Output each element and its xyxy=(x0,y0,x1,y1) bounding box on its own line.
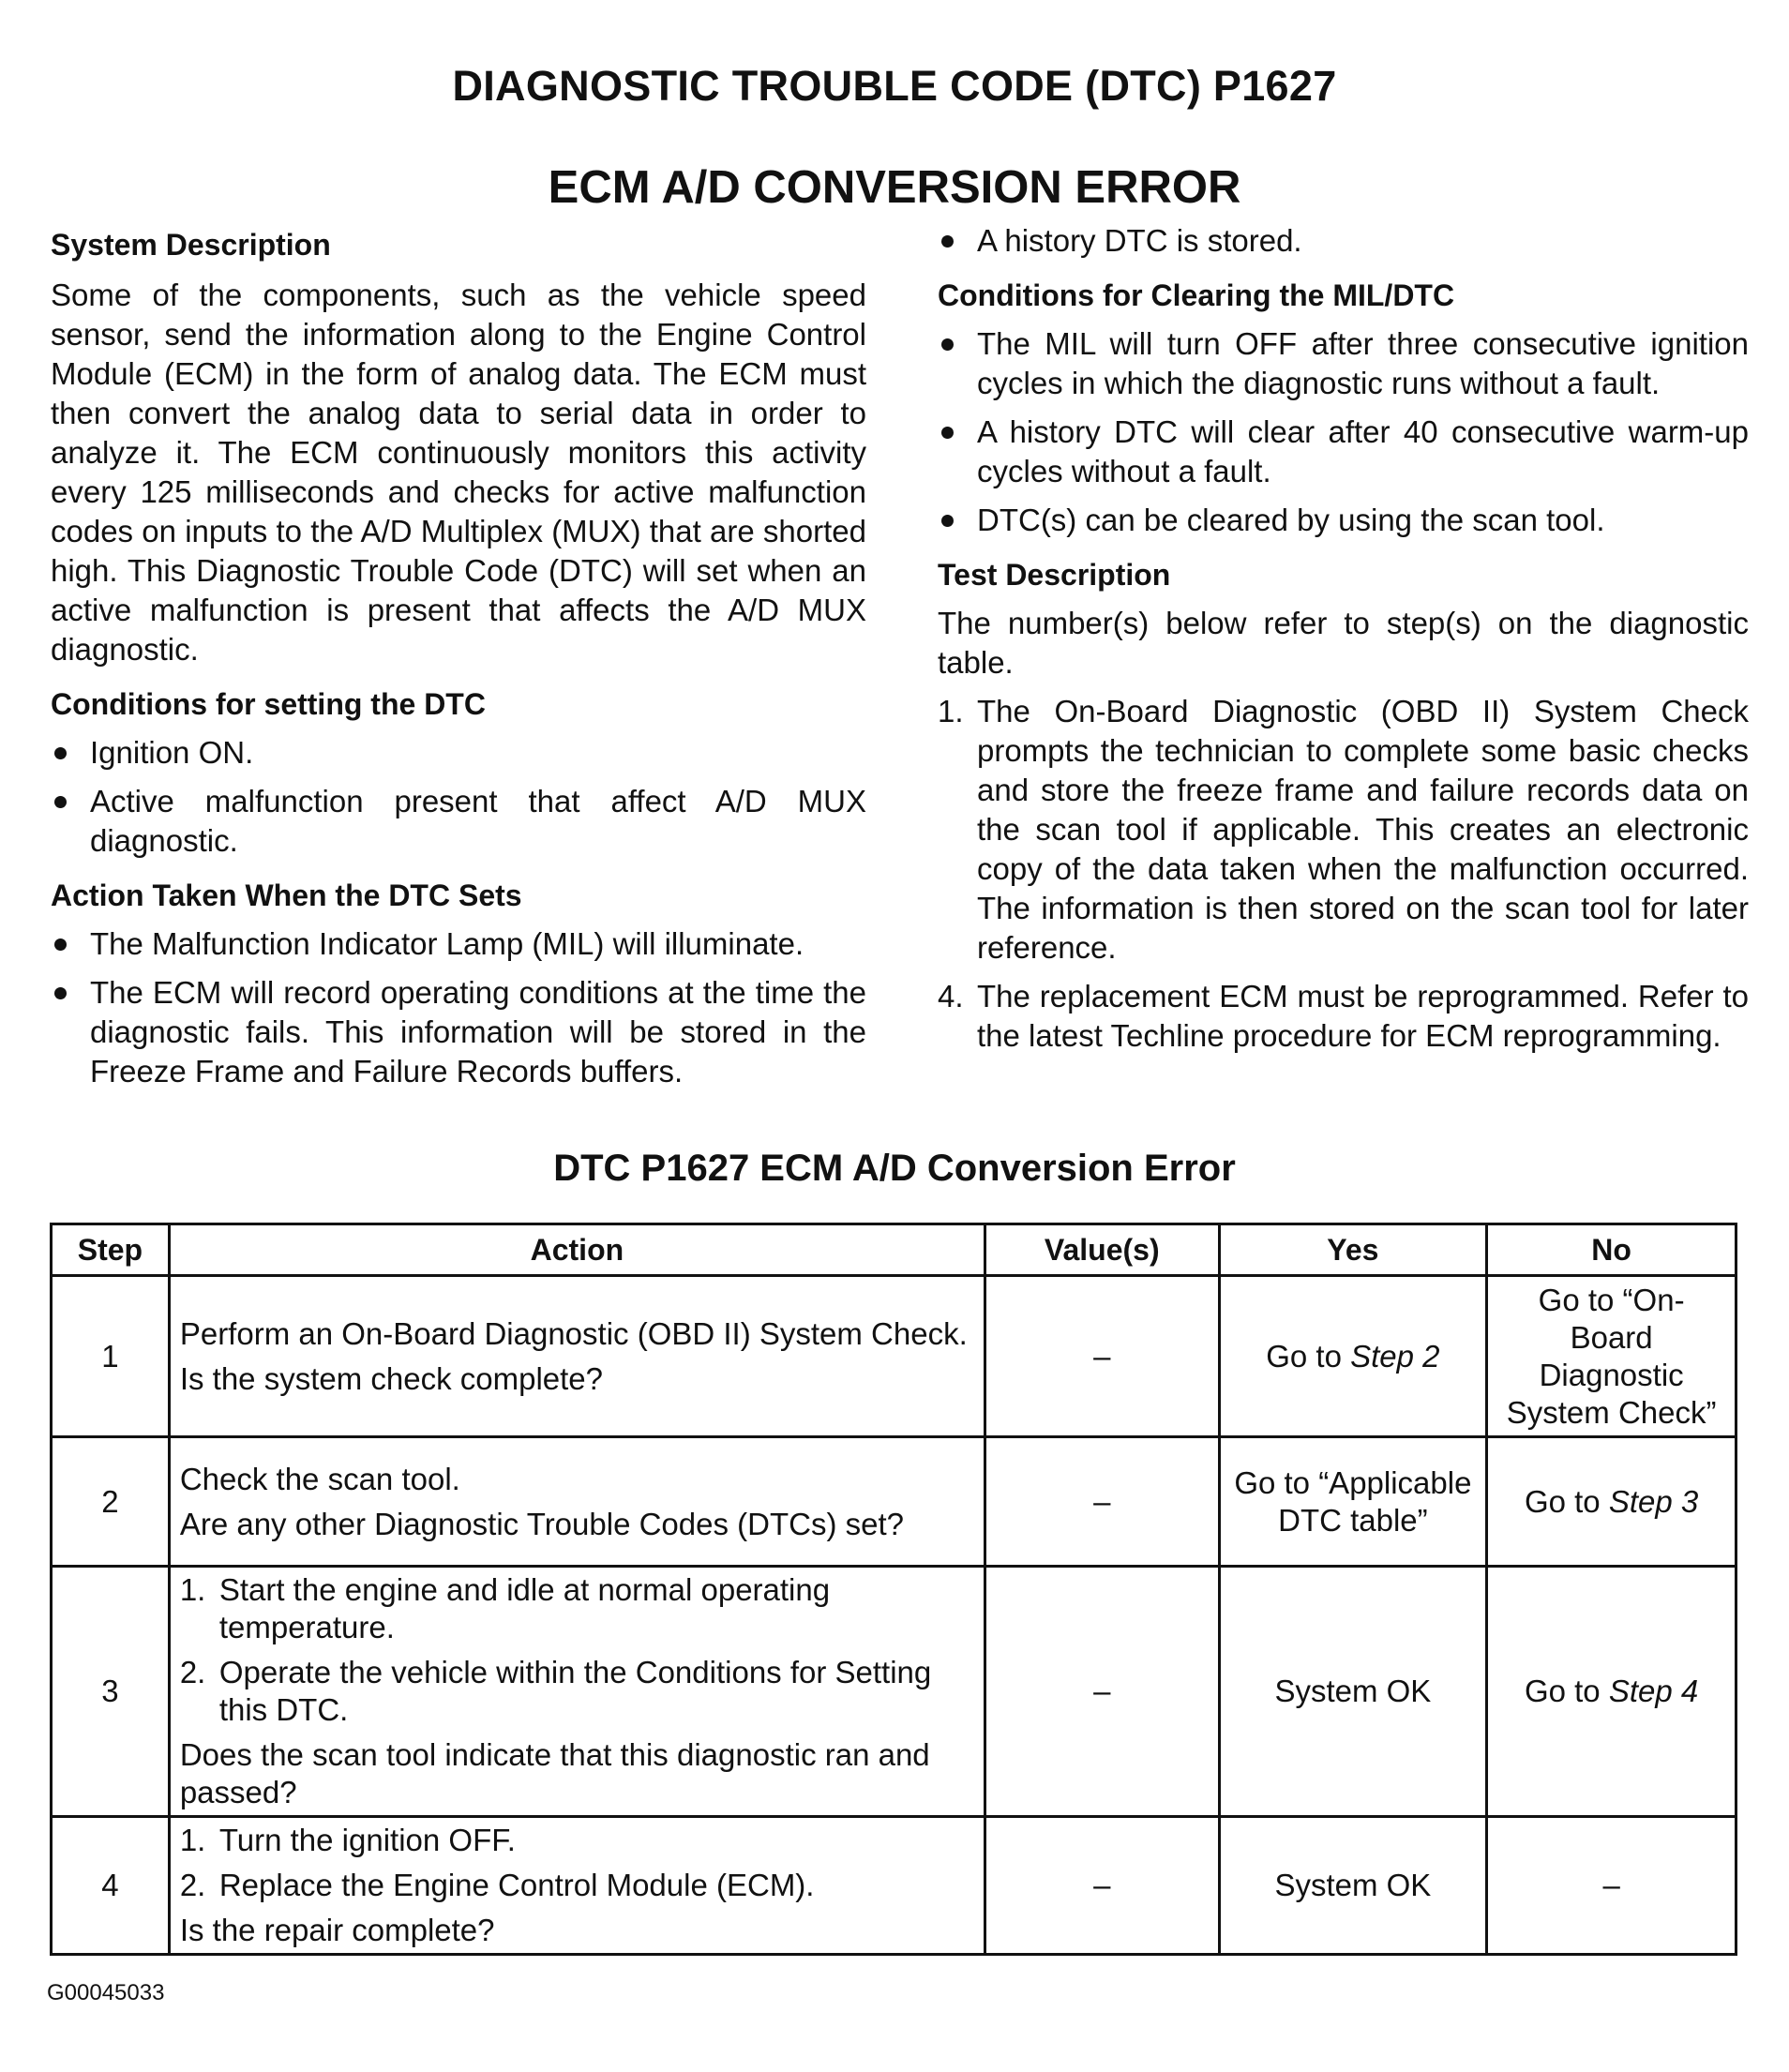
value-cell: – xyxy=(985,1276,1219,1437)
list-item: The ECM will record operating conditions at the time the diagnostic fails. This information will be stored in the Freeze Frame and Failure Records buffers. xyxy=(51,973,866,1091)
list-item: Active malfunction present that affect A/D MUX diagnostic. xyxy=(51,782,866,861)
conditions-clearing-heading: Conditions for Clearing the MIL/DTC xyxy=(938,278,1455,312)
no-cell: Go to “On-Board Diagnostic System Check” xyxy=(1487,1276,1736,1437)
list-item: Ignition ON. xyxy=(51,733,866,773)
no-cell: Go to Step 4 xyxy=(1487,1567,1736,1817)
step-number: 2 xyxy=(52,1437,170,1567)
table-row xyxy=(52,1567,1736,1817)
diagnostic-table xyxy=(50,1223,1737,1956)
list-item: The Malfunction Indicator Lamp (MIL) will illuminate. xyxy=(51,924,866,964)
table-header-row xyxy=(52,1224,1736,1276)
table-row xyxy=(52,1437,1736,1567)
value-cell: – xyxy=(985,1817,1219,1955)
bullet-icon xyxy=(54,747,67,759)
system-description-text: Some of the components, such as the vehicle speed sensor, send the information along to the Engine Control Module (ECM) in the form of analog data. The ECM must then convert the analog data to serial data in order to analyze it. The ECM continuously monitors this activity every 125 milliseconds and checks for active malfunction codes on inputs to the A/D Multiplex (MUX) that are shorted high. This Diagnostic Trouble Code (DTC) will set when an active malfunction is present that affects the A/D MUX diagnostic. xyxy=(51,278,866,667)
action-taken-list xyxy=(51,924,866,1091)
action-cell: Perform an On-Board Diagnostic (OBD II) System Check. Is the system check complete? xyxy=(169,1276,985,1437)
action-taken-heading: Action Taken When the DTC Sets xyxy=(51,878,522,912)
bullet-icon xyxy=(941,427,954,439)
bullet-icon xyxy=(941,235,954,248)
list-item: DTC(s) can be cleared by using the scan tool. xyxy=(938,501,1749,540)
step-number: 4 xyxy=(52,1817,170,1955)
conditions-setting-list xyxy=(51,733,866,861)
step-link: Step 3 xyxy=(1608,1483,1699,1519)
action-step: 2. Replace the Engine Control Module (ECM). xyxy=(179,1868,815,1902)
value-cell: – xyxy=(985,1567,1219,1817)
step-number: 1 xyxy=(52,1276,170,1437)
history-list xyxy=(938,221,1749,261)
no-cell: – xyxy=(1487,1817,1736,1955)
system-description-heading: System Description xyxy=(51,228,331,262)
yes-cell: System OK xyxy=(1219,1817,1487,1955)
table-row xyxy=(52,1817,1736,1955)
test-description-list xyxy=(938,692,1749,1056)
figure-id: G00045033 xyxy=(47,1980,165,2005)
bullet-icon xyxy=(941,515,954,527)
action-step: 2. Operate the vehicle within the Conditions for Setting this DTC. xyxy=(179,1655,932,1727)
value-cell: – xyxy=(985,1437,1219,1567)
test-description-intro: The number(s) below refer to step(s) on the diagnostic table. xyxy=(938,606,1749,680)
conditions-setting-heading: Conditions for setting the DTC xyxy=(51,687,486,721)
list-item: A history DTC is stored. xyxy=(938,221,1749,261)
action-cell: Check the scan tool. Are any other Diagnostic Trouble Codes (DTCs) set? xyxy=(169,1437,985,1567)
left-column xyxy=(51,225,866,1091)
yes-cell: System OK xyxy=(1219,1567,1487,1817)
document-subtitle: ECM A/D CONVERSION ERROR xyxy=(548,162,1241,213)
header-step: Step xyxy=(52,1224,170,1276)
bullet-icon xyxy=(54,987,67,999)
step-link: Step 2 xyxy=(1350,1338,1440,1374)
document-title: DIAGNOSTIC TROUBLE CODE (DTC) P1627 xyxy=(452,62,1337,110)
bullet-icon xyxy=(941,338,954,351)
action-cell: 1. Turn the ignition OFF. 2. Replace the Engine Control Module (ECM). Is the repair complete? xyxy=(169,1817,985,1955)
header-values: Value(s) xyxy=(985,1224,1219,1276)
table-title: DTC P1627 ECM A/D Conversion Error xyxy=(553,1148,1236,1189)
bullet-icon xyxy=(54,796,67,808)
step-link: Step 4 xyxy=(1608,1674,1699,1708)
list-item: A history DTC will clear after 40 consecutive warm-up cycles without a fault. xyxy=(938,413,1749,491)
conditions-clearing-list xyxy=(938,324,1749,540)
list-item: 1. The On-Board Diagnostic (OBD II) System Check prompts the technician to complete some basic checks and store the freeze frame and failure records data on the scan tool if applicable. This creates an electronic copy of the data taken when the malfunction occurred. The information is then stored on the scan tool for later reference. xyxy=(938,694,1749,965)
header-yes: Yes xyxy=(1219,1224,1487,1276)
bullet-icon xyxy=(54,938,67,951)
test-description-heading: Test Description xyxy=(938,558,1171,592)
action-cell: 1. Start the engine and idle at normal operating temperature. 2. Operate the vehicle within the Conditions for Setting this DTC. Does the scan tool indicate that this diagnostic ran and passed? xyxy=(169,1567,985,1817)
yes-cell: Go to Step 2 xyxy=(1219,1276,1487,1437)
no-cell: Go to Step 3 xyxy=(1487,1437,1736,1567)
action-step: 1. Turn the ignition OFF. xyxy=(179,1823,516,1857)
step-number: 3 xyxy=(52,1567,170,1817)
yes-cell: Go to “Applicable DTC table” xyxy=(1219,1437,1487,1567)
right-column xyxy=(938,221,1749,1056)
list-item: The MIL will turn OFF after three consecutive ignition cycles in which the diagnostic runs without a fault. xyxy=(938,324,1749,403)
header-action: Action xyxy=(169,1224,985,1276)
list-item: 4. The replacement ECM must be reprogrammed. Refer to the latest Techline procedure for ECM reprogramming. xyxy=(938,979,1749,1053)
table-row xyxy=(52,1276,1736,1437)
header-no: No xyxy=(1487,1224,1736,1276)
action-step: 1. Start the engine and idle at normal operating temperature. xyxy=(179,1572,831,1644)
